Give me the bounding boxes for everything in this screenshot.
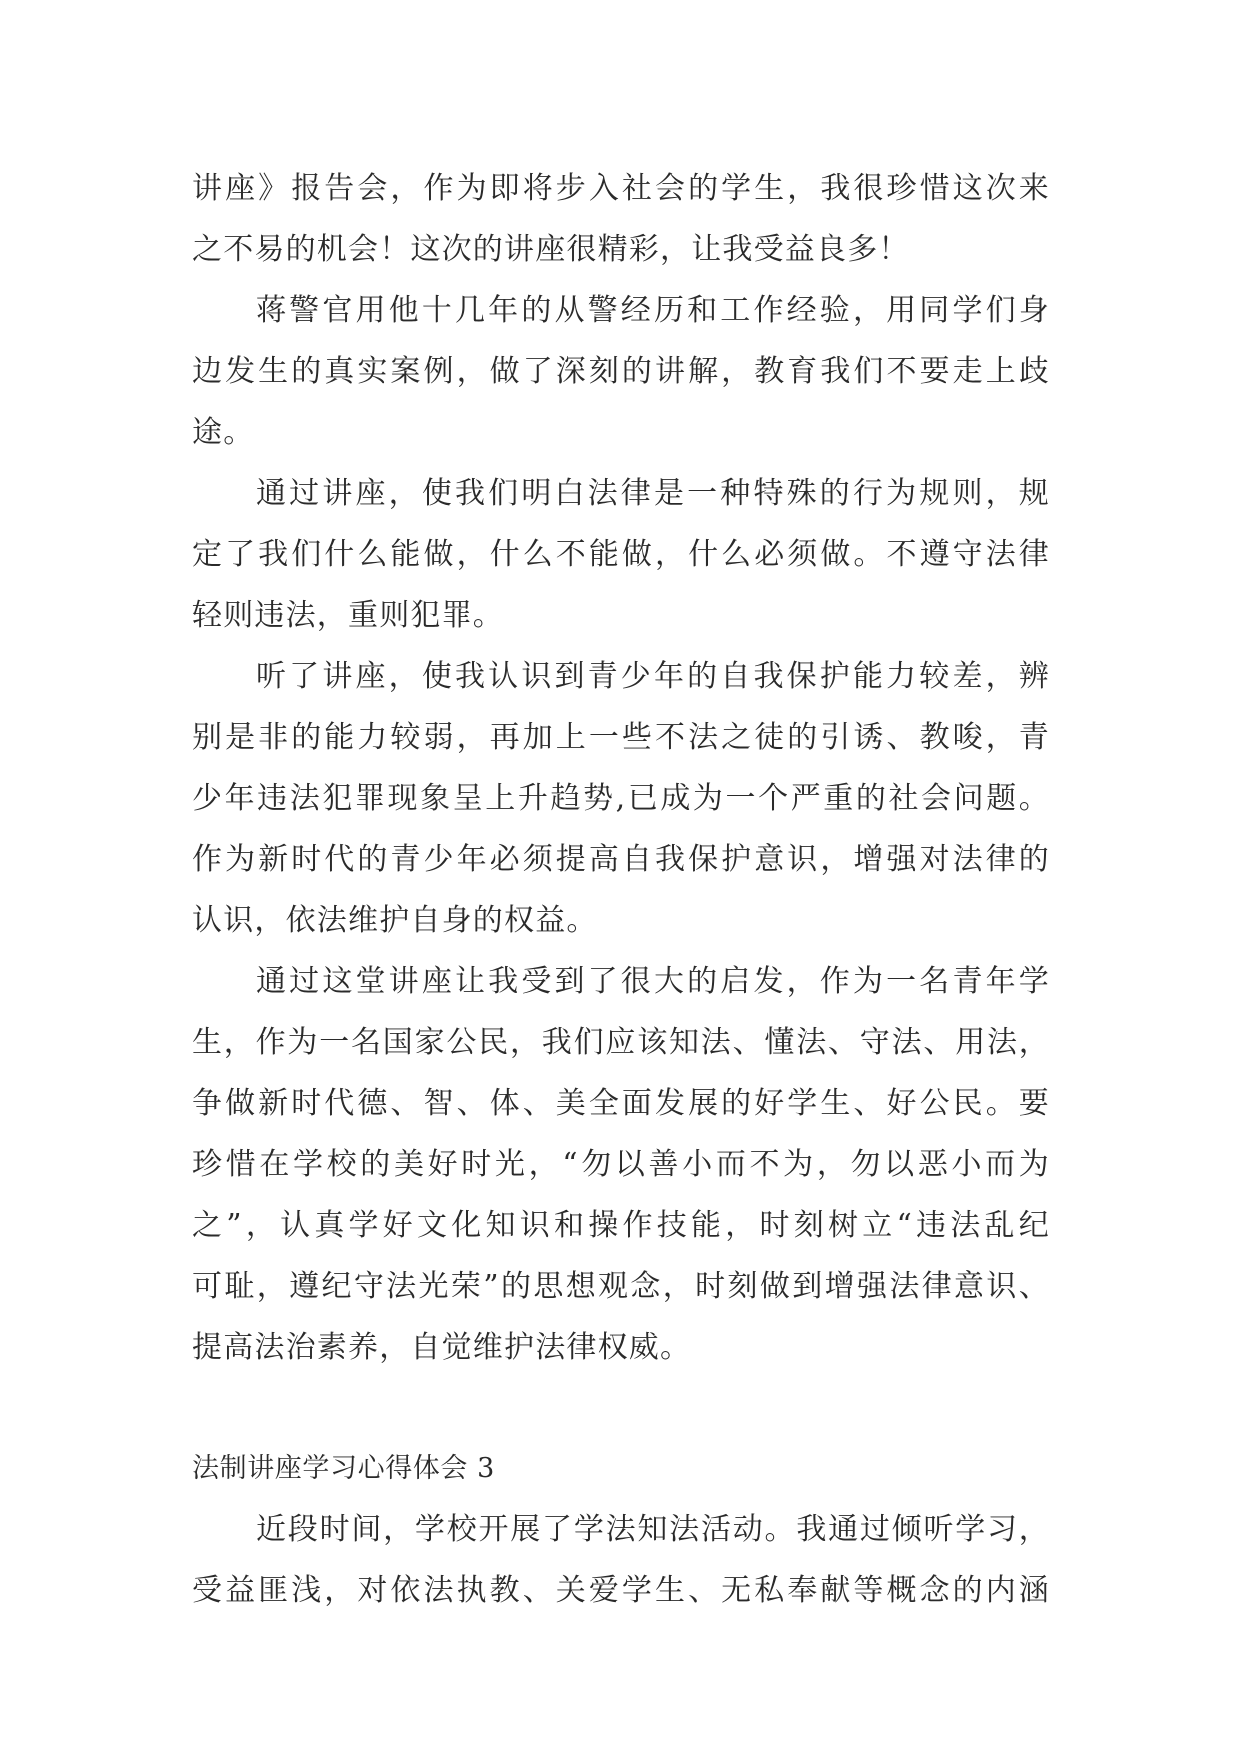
text-line: 边发生的真实案例，做了深刻的讲解，教育我们不要走上歧 — [192, 354, 1050, 389]
text-line: 生，作为一名国家公民，我们应该知法、懂法、守法、用法， — [192, 1025, 1050, 1060]
paragraph-first-line: 蒋警官用他十几年的从警经历和工作经验，用同学们身 — [256, 293, 1050, 328]
text-line: 争做新时代德、智、体、美全面发展的好学生、好公民。要 — [192, 1086, 1050, 1121]
document-body — [192, 158, 1050, 1621]
text-line: 少年违法犯罪现象呈上升趋势,已成为一个严重的社会问题。 — [192, 781, 1050, 816]
section-spacer — [192, 1378, 1050, 1438]
text-line: 提高法治素养，自觉维护法律权威。 — [192, 1330, 692, 1365]
paragraph-first-line: 通过讲座，使我们明白法律是一种特殊的行为规则，规 — [256, 476, 1050, 511]
section-heading: 法制讲座学习心得体会 3 — [192, 1453, 495, 1484]
text-line: 讲座》报告会，作为即将步入社会的学生，我很珍惜这次来 — [192, 171, 1050, 206]
text-line: 途。 — [192, 415, 255, 450]
text-line: 之”，认真学好文化知识和操作技能，时刻树立“违法乱纪 — [192, 1208, 1050, 1243]
text-line: 定了我们什么能做，什么不能做，什么必须做。不遵守法律 — [192, 537, 1050, 572]
text-line: 认识，依法维护自身的权益。 — [192, 903, 598, 938]
text-line: 可耻，遵纪守法光荣”的思想观念，时刻做到增强法律意识、 — [192, 1269, 1050, 1304]
paragraph-first-line: 听了讲座，使我认识到青少年的自我保护能力较差，辨 — [256, 659, 1050, 694]
text-line: 作为新时代的青少年必须提高自我保护意识，增强对法律的 — [192, 842, 1050, 877]
paragraph-first-line: 通过这堂讲座让我受到了很大的启发，作为一名青年学 — [256, 964, 1050, 999]
text-line: 轻则违法，重则犯罪。 — [192, 598, 504, 633]
text-line: 受益匪浅，对依法执教、关爱学生、无私奉献等概念的内涵 — [192, 1573, 1050, 1608]
text-line: 之不易的机会！这次的讲座很精彩，让我受益良多！ — [192, 232, 910, 267]
text-line: 别是非的能力较弱，再加上一些不法之徒的引诱、教唆，青 — [192, 720, 1050, 755]
paragraph-first-line: 近段时间，学校开展了学法知法活动。我通过倾听学习， — [256, 1512, 1050, 1547]
text-line: 珍惜在学校的美好时光，“勿以善小而不为，勿以恶小而为 — [192, 1147, 1050, 1182]
